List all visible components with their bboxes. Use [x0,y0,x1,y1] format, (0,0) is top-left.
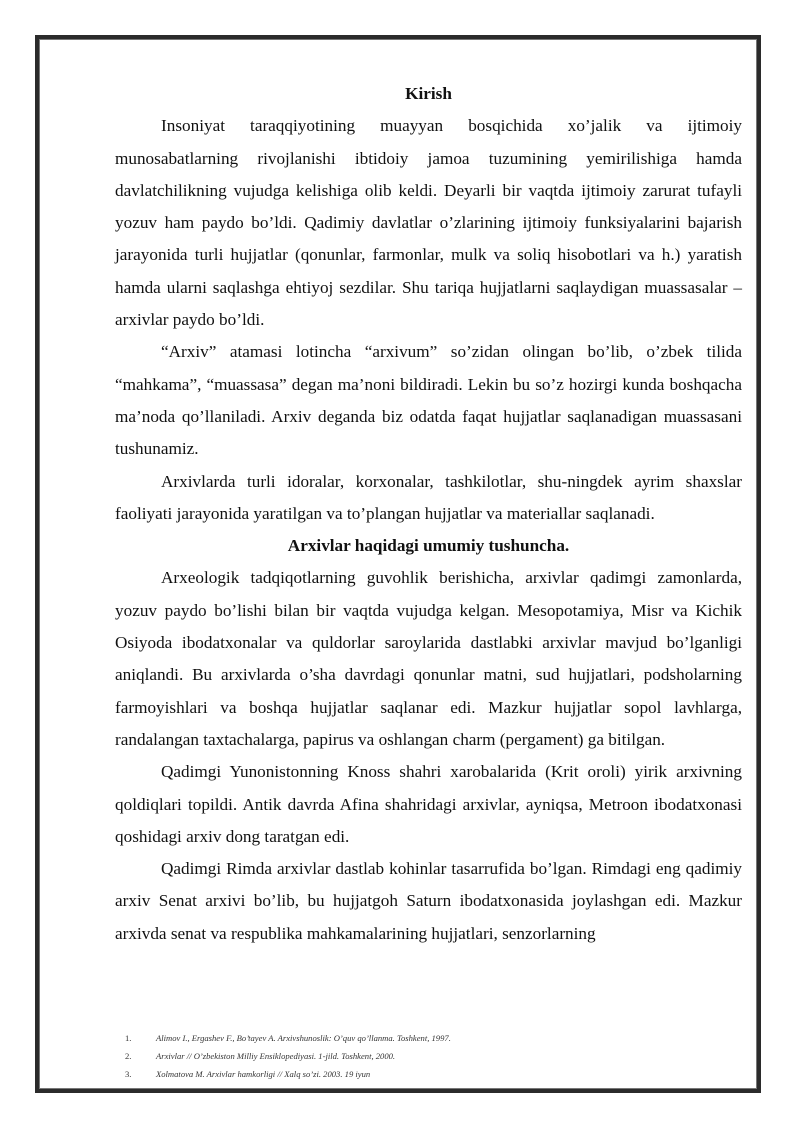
footnote-number: 1. [125,1033,132,1043]
intro-paragraph-3: Arxivlarda turli idoralar, korxonalar, tashkilotlar, shu-ningdek ayrim shaxslar faoliyati jarayonida yaratilgan va to’plangan hujjatlar va materiallar saqlanadi. [115,471,742,523]
footnote-number: 2. [125,1051,132,1061]
intro-paragraph-2: “Arxiv” atamasi lotincha “arxivum” so’zidan olingan bo’lib, o’zbek tilida “mahkama”, “muassasa” degan ma’noni bildiradi. Lekin bu so’z hozirgi kunda boshqacha ma’noda qo’llaniladi. Arxiv deganda biz odatda faqat hujjatlar saqlanadigan muassasani tushunamiz. [115,342,742,459]
footnote-1 [125,1029,725,1047]
intro-paragraph-1: Insoniyat taraqqiyotining muayyan bosqichida xo’jalik va ijtimoiy munosabatlarning rivojlanishi ibtidoiy jamoa tuzumining yemirilishiga hamda davlatchilikning vujudga kelishiga olib keldi. Deyarli bir vaqtda ijtimoiy zarurat tufayli yozuv ham paydo bo’ldi. Qadimiy davlatlar o’zlarining ijtimoiy funksiyalarini bajarish jarayonida turli hujjatlar (qonunlar, farmonlar, mulk va soliq hisobotlari va h.) yaratish hamda ularni saqlashga ehtiyoj sezdilar. Shu tariqa hujjatlarni saqlaydigan muassasalar – arxivlar paydo bo’ldi. [115,116,742,330]
footnotes [125,1029,725,1083]
document-body [115,78,742,950]
section-paragraph-3: Qadimgi Rimda arxivlar dastlab kohinlar tasarrufida bo’lgan. Rimdagi eng qadimiy arxiv Senat arxivi bo’lib, bu hujjatgoh Saturn ibodatxonasida joylashgan edi. Mazkur arxivda senat va respublika mahkamalarining hujjatlari, senzorlarning [115,859,742,943]
footnote-text: Alimov I., Ergashev F., Bo’tayev A. Arxivshunoslik: O’quv qo’llanma. Toshkent, 1997. [156,1033,451,1043]
section-paragraph-1: Arxeologik tadqiqotlarning guvohlik berishicha, arxivlar qadimgi zamonlarda, yozuv paydo bo’lishi bilan bir vaqtda vujudga kelgan. Mesopotamiya, Misr va Kichik Osiyoda ibodatxonalar va quldorlar saroylarida dastlabki arxivlar mavjud bo’lganligi aniqlandi. Bu arxivlarda o’sha davrdagi qonunlar matni, sud hujjatlari, podsholarning farmoyishlari va boshqa hujjatlar saqlanar edi. Mazkur hujjatlar sopol lavhlarga, randalangan taxtachalarga, papirus va oshlangan charm (pergament) ga bitilgan. [115,568,742,749]
footnote-text: Arxivlar // O’zbekiston Milliy Ensiklopediyasi. 1-jild. Toshkent, 2000. [156,1051,396,1061]
footnote-3 [125,1065,725,1083]
footnote-text: Xolmatova M. Arxivlar hamkorligi // Xalq so’zi. 2003. 19 iyun [156,1069,371,1079]
document-heading: Kirish [405,84,452,103]
footnote-number: 3. [125,1069,132,1079]
section-heading: Arxivlar haqidagi umumiy tushuncha. [287,536,570,556]
footnote-2 [125,1047,725,1065]
section-paragraph-2: Qadimgi Yunonistonning Knoss shahri xarobalarida (Krit oroli) yirik arxivning qoldiqlari topildi. Antik davrda Afina shahridagi arxivlar, ayniqsa, Metroon ibodatxonasi qoshidagi arxiv dong taratgan edi. [115,762,742,846]
